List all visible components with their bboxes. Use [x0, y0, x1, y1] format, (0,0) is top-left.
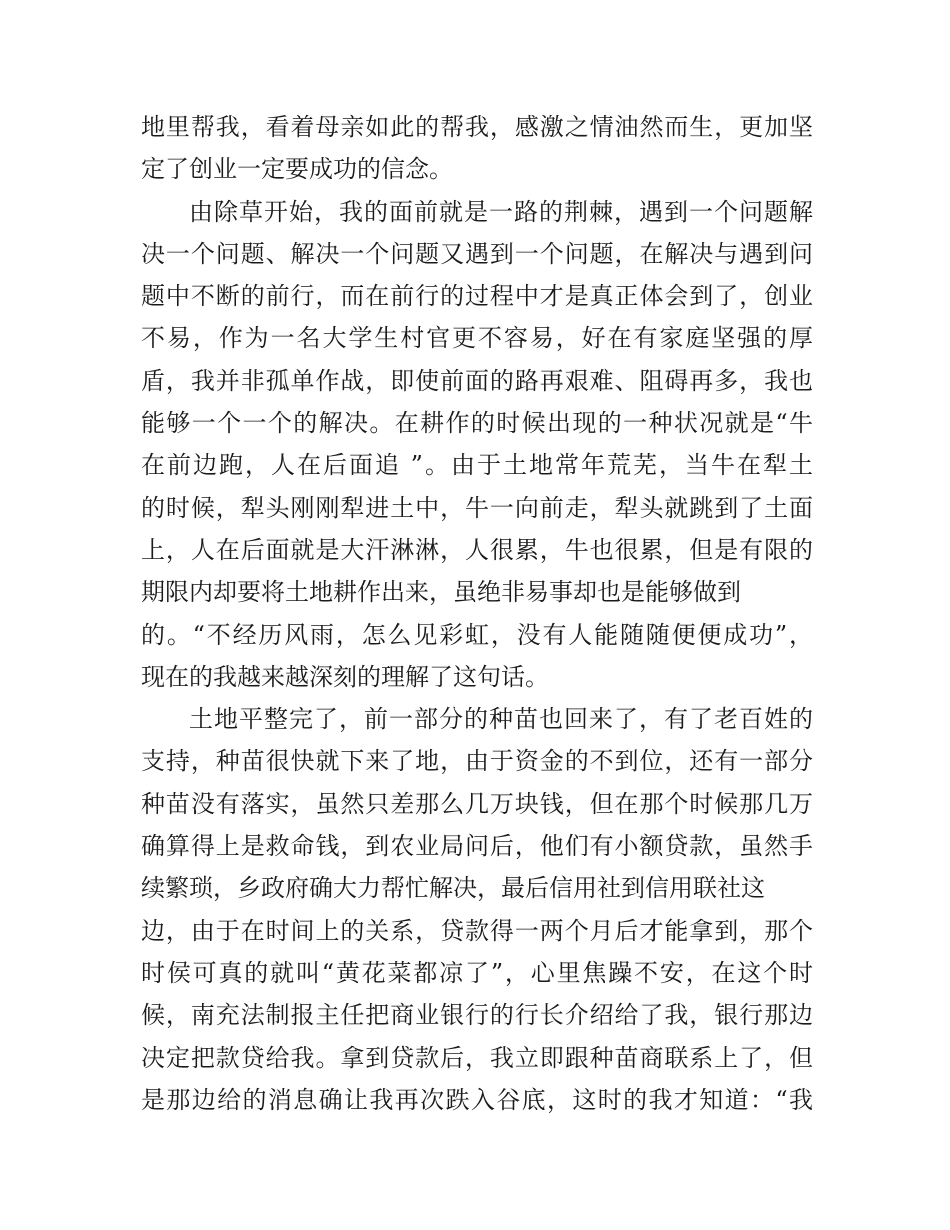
- text-line: 能够一个一个的解决。在耕作的时候出现的一种状况就是“牛: [141, 409, 813, 438]
- paragraph-first-line: 由除草开始，我的面前就是一路的荆棘，遇到一个问题解: [189, 197, 813, 226]
- text-line: 盾，我并非孤单作战，即使前面的路再艰难、阻碍再多，我也: [141, 366, 813, 395]
- paragraph-first-line: 土地平整完了，前一部分的种苗也回来了，有了老百姓的: [189, 705, 813, 734]
- text-line: 不易，作为一名大学生村官更不容易，好在有家庭坚强的厚: [141, 324, 813, 353]
- text-line: 确算得上是救命钱，到农业局问后，他们有小额贷款，虽然手: [141, 832, 813, 861]
- text-line: 边，由于在时间上的关系，贷款得一两个月后才能拿到，那个: [141, 916, 813, 945]
- body-text: [141, 106, 813, 1121]
- text-line: 候，南充法制报主任把商业银行的行长介绍给了我，银行那边: [141, 1001, 813, 1030]
- text-line: 定了创业一定要成功的信念。: [141, 155, 453, 184]
- text-line: 续繁琐，乡政府确大力帮忙解决，最后信用社到信用联社这: [141, 874, 765, 903]
- text-line: 上，人在后面就是大汗淋淋，人很累，牛也很累，但是有限的: [141, 535, 813, 564]
- text-line: 时侯可真的就叫“黄花菜都凉了”，心里焦躁不安，在这个时: [141, 958, 813, 987]
- text-line: 期限内却要将土地耕作出来，虽绝非易事却也是能够做到: [141, 578, 741, 607]
- text-line: 在前边跑，人在后面追 ”。由于土地常年荒芜，当牛在犁土: [141, 451, 813, 480]
- text-line: 支持，种苗很快就下来了地，由于资金的不到位，还有一部分: [141, 747, 813, 776]
- text-line: 种苗没有落实，虽然只差那么几万块钱，但在那个时候那几万: [141, 789, 813, 818]
- text-line: 地里帮我，看着母亲如此的帮我，感激之情油然而生，更加坚: [141, 113, 813, 141]
- text-line: 决定把款贷给我。拿到贷款后，我立即跟种苗商联系上了，但: [141, 1043, 813, 1072]
- text-line: 现在的我越来越深刻的理解了这句话。: [141, 662, 549, 691]
- text-line: 是那边给的消息确让我再次跌入谷底，这时的我才知道：“我: [141, 1085, 813, 1114]
- text-line: 的时候，犁头刚刚犁进土中，牛一向前走，犁头就跳到了土面: [141, 493, 813, 522]
- text-line: 决一个问题、解决一个问题又遇到一个问题，在解决与遇到问: [141, 239, 813, 268]
- text-line: 的。“不经历风雨，怎么见彩虹，没有人能随随便便成功”，: [141, 620, 813, 649]
- text-line: 题中不断的前行，而在前行的过程中才是真正体会到了，创业: [141, 282, 813, 311]
